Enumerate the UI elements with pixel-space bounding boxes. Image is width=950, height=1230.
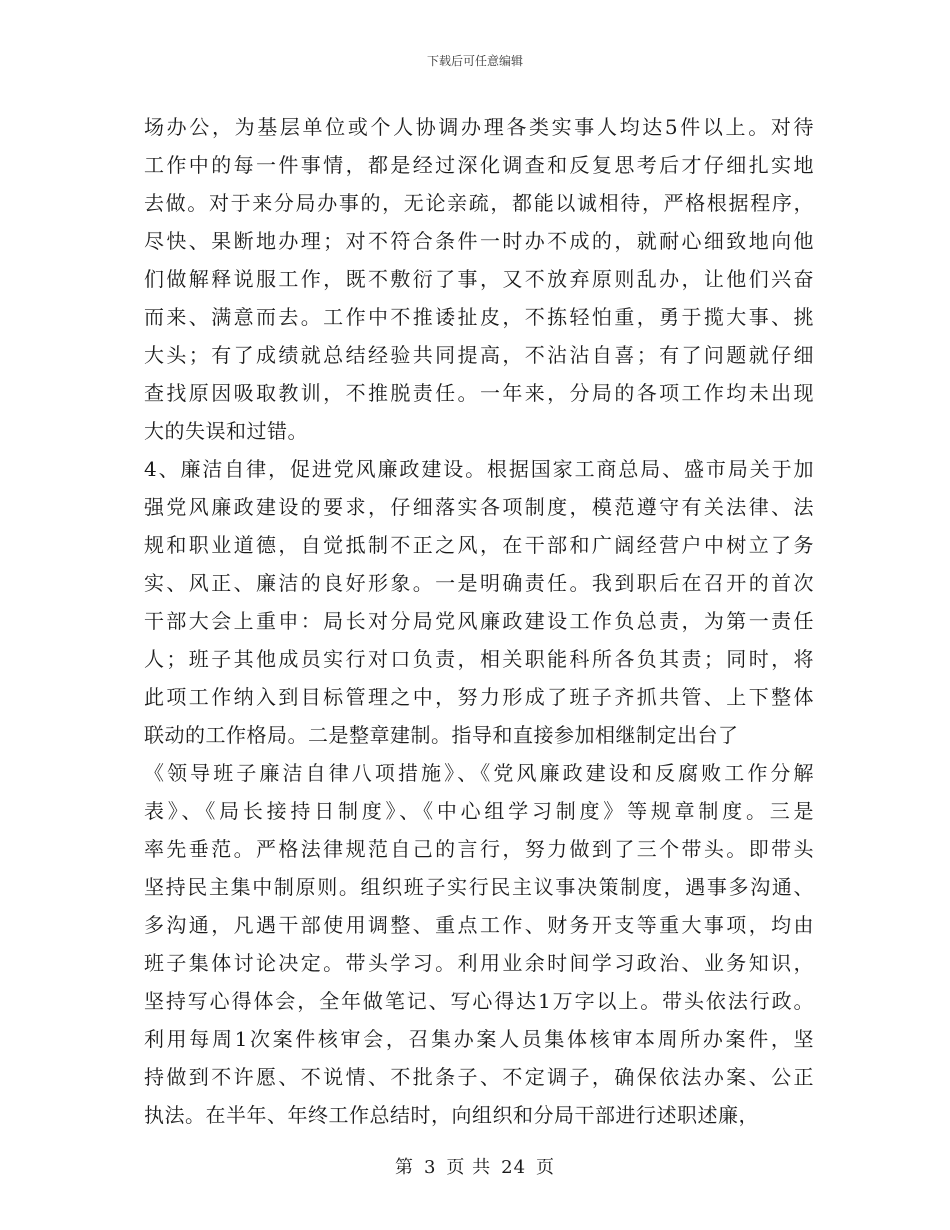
- footer-suffix: 页: [536, 1157, 556, 1178]
- text-line: 查找原因吸取教训，不推脱责任。一年来，分局的各项工作均未出现: [144, 381, 814, 405]
- text-line: 规和职业道德，自觉抵制不正之风，在干部和广阔经营户中树立了务: [144, 533, 814, 557]
- page-header: 下载后可任意编辑: [426, 54, 523, 68]
- text-line: 人；班子其他成员实行对口负责，相关职能科所各负其责；同时，将: [144, 647, 814, 671]
- text-line: 执法。在半年、年终工作总结时，向组织和分局干部进行述职述廉，: [144, 1103, 759, 1127]
- text-line: 班子集体讨论决定。带头学习。利用业余时间学习政治、业务知识，: [144, 951, 814, 975]
- text-line: 此项工作纳入到目标管理之中，努力形成了班子齐抓共管、上下整体: [144, 685, 814, 709]
- text-line: 坚持写心得体会，全年做笔记、写心得达1万字以上。带头依法行政。: [144, 989, 814, 1013]
- text-line: 持做到不许愿、不说情、不批条子、不定调子，确保依法办案、公正: [144, 1065, 814, 1089]
- text-line: 《领导班子廉洁自律八项措施》、《党风廉政建设和反腐败工作分解: [144, 761, 814, 785]
- text-line: 场办公，为基层单位或个人协调办理各类实事人均达5件以上。对待: [144, 115, 814, 139]
- text-line: 工作中的每一件事情，都是经过深化调查和反复思考后才仔细扎实地: [144, 153, 814, 177]
- text-line: 大头；有了成绩就总结经验共同提高，不沾沾自喜；有了问题就仔细: [144, 343, 814, 367]
- current-page-number: 3: [423, 1157, 437, 1178]
- text-line: 们做解释说服工作，既不敷衍了事，又不放弃原则乱办，让他们兴奋: [144, 267, 814, 291]
- text-line: 实、风正、廉洁的良好形象。一是明确责任。我到职后在召开的首次: [144, 571, 814, 595]
- footer-prefix: 第: [394, 1157, 414, 1178]
- document-body: [144, 108, 814, 1134]
- text-line: 坚持民主集中制原则。组织班子实行民主议事决策制度，遇事多沟通、: [144, 875, 814, 899]
- text-line: 利用每周1次案件核审会，召集办案人员集体核审本周所办案件，坚: [144, 1027, 814, 1051]
- page-footer: [0, 1153, 950, 1179]
- text-line: 多沟通，凡遇干部使用调整、重点工作、财务开支等重大事项，均由: [144, 913, 814, 937]
- text-line: 大的失误和过错。: [144, 419, 308, 443]
- text-line: 而来、满意而去。工作中不推诿扯皮，不拣轻怕重，勇于揽大事、挑: [144, 305, 814, 329]
- footer-middle: 页 共: [446, 1157, 492, 1178]
- total-page-count: 24: [501, 1157, 527, 1178]
- text-line: 强党风廉政建设的要求，仔细落实各项制度，模范遵守有关法律、法: [144, 495, 814, 519]
- text-line: 去做。对于来分局办事的，无论亲疏，都能以诚相待，严格根据程序，: [144, 191, 814, 215]
- text-line: 表》、《局长接持日制度》、《中心组学习制度》等规章制度。三是: [144, 799, 814, 823]
- text-line: 干部大会上重申：局长对分局党风廉政建设工作负总责，为第一责任: [144, 609, 814, 633]
- text-line: 率先垂范。严格法律规范自己的言行，努力做到了三个带头。即带头: [144, 837, 814, 861]
- text-line: 联动的工作格局。二是整章建制。指导和直接参加相继制定出台了: [144, 723, 739, 747]
- text-line: 4、廉洁自律，促进党风廉政建设。根据国家工商总局、盛市局关于加: [144, 457, 814, 481]
- text-line: 尽快、果断地办理；对不符合条件一时办不成的，就耐心细致地向他: [144, 229, 814, 253]
